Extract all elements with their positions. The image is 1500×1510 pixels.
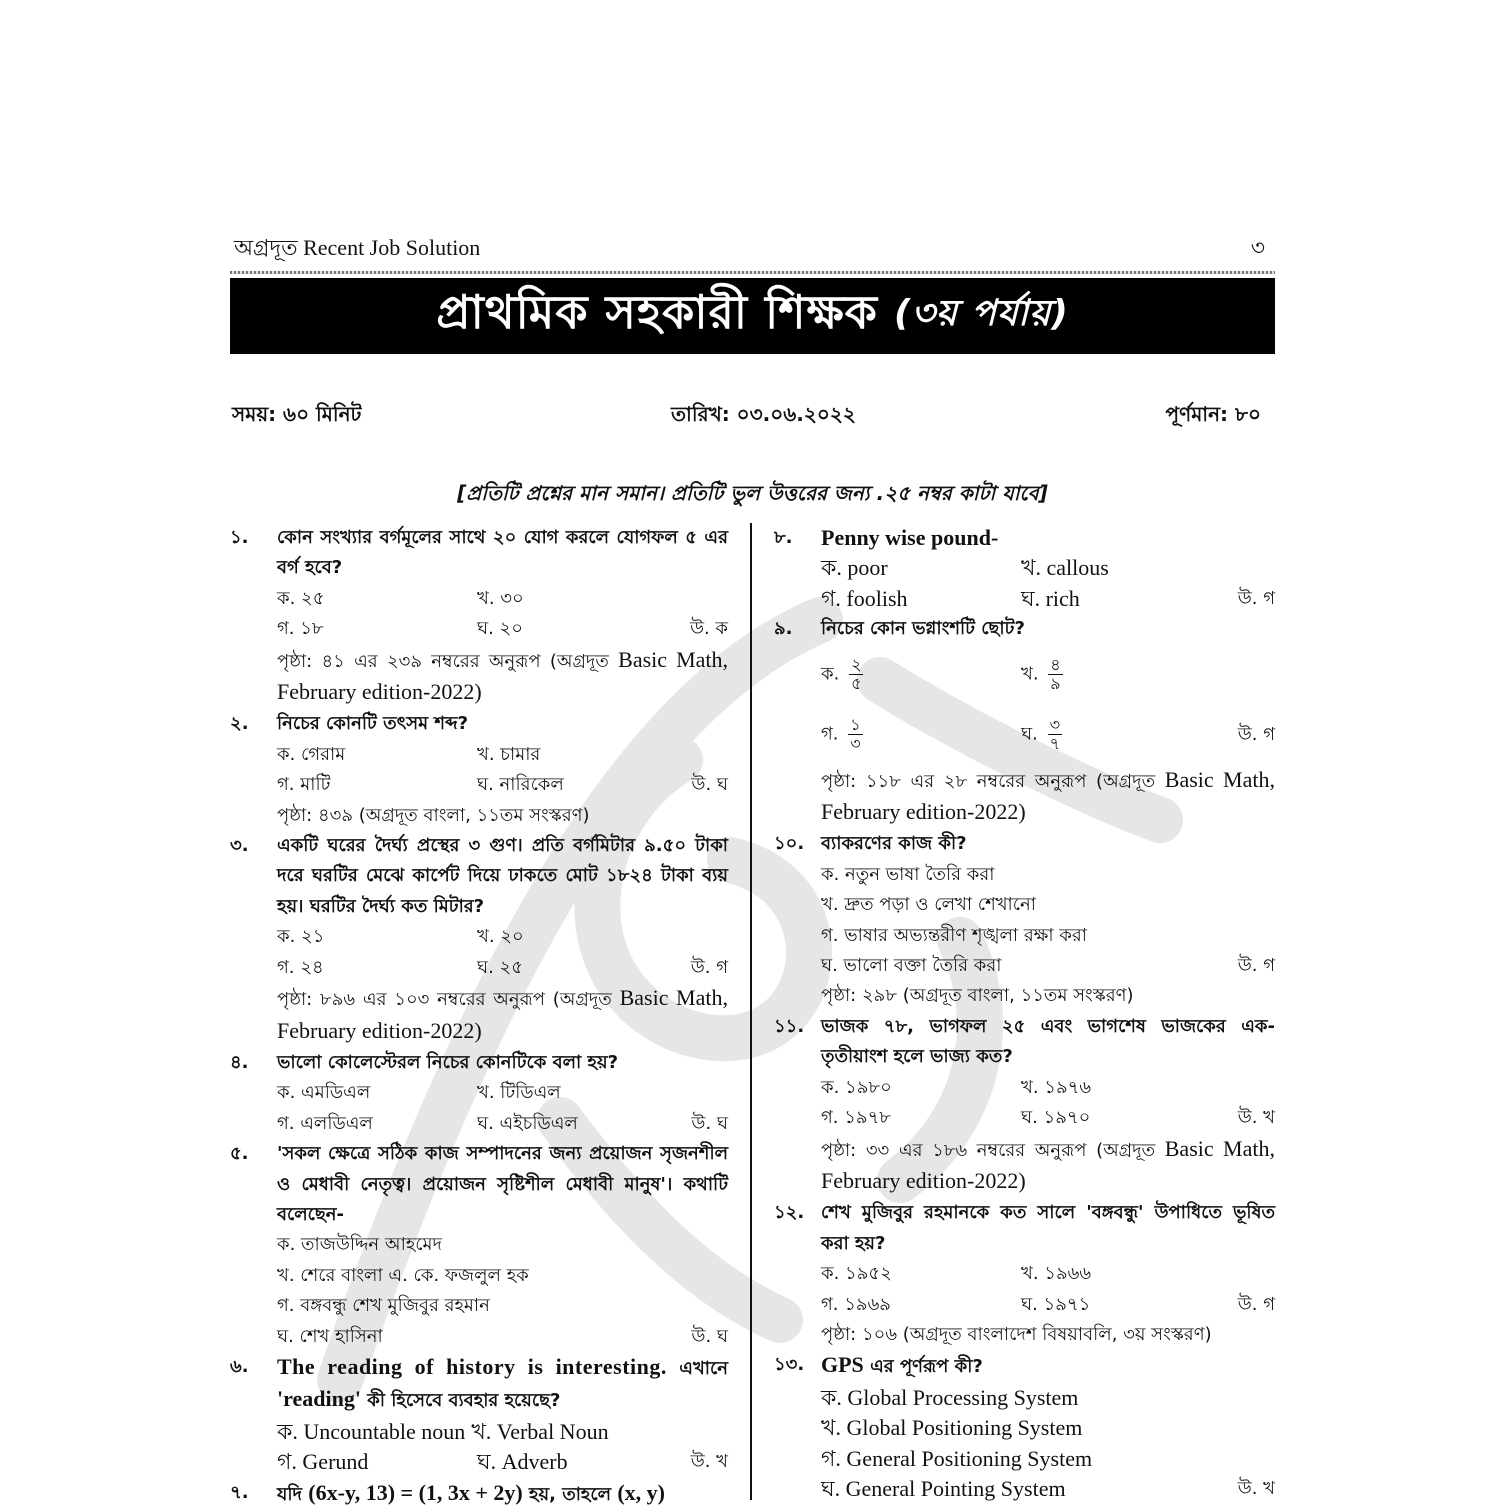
question-2 [230,709,728,831]
reference-bn: পৃষ্ঠা: ১১৮ এর ২৮ নম্বরের অনুরূপ (অগ্রদূত [821,770,1156,792]
numerator: ২ [851,655,862,675]
reference-bn: পৃষ্ঠা: ৪১ এর ২৩৯ নম্বরের অনুরূপ (অগ্রদূত [277,650,609,672]
option-kha: খ. দ্রুত পড়া ও লেখা শেখানো [821,894,1036,916]
question-1 [230,523,728,709]
option-ga: গ. ভাষার অভ্যন্তরীণ শৃঙ্খলা রক্ষা করা [821,924,1088,946]
option-kha: খ. ১৯৬৬ [1021,1263,1092,1285]
answer-key: উ. ঘ [691,1112,729,1134]
fraction [849,656,863,693]
question-number: ৭. [230,1481,249,1503]
denominator: ৭ [1049,734,1060,754]
option-row [277,1417,728,1447]
question-stem [277,1352,728,1417]
question-stem: একটি ঘরের দৈর্ঘ্য প্রস্থের ৩ গুণ। প্রতি বর্গমিটার ৯.৫০ টাকা দরে ঘরটির মেঝে কার্পেট দিয়ে ঢাকতে মোট ১৮২৪ টাকা ব্যয় হয়। ঘরটির দৈর্ঘ্য কত মিটার? [277,835,729,917]
answer-key: উ. খ [1237,1477,1275,1499]
reference-bn: পৃষ্ঠা: ৮৯৬ এর ১০৩ নম্বরের অনুরূপ (অগ্রদূত [277,989,612,1011]
option-row [821,1290,1275,1320]
question-number: ১০. [774,833,805,855]
option-ga: গ. ১৮ [277,618,324,640]
option-row [821,1073,1275,1103]
option-ga: গ. Gerund [277,1449,369,1475]
option-ka: ক. ১৯৮০ [821,1076,892,1098]
option-row [821,1444,1275,1474]
question-12 [774,1198,1275,1350]
page-number: ৩ [1250,235,1265,260]
option-gha: ঘ. ভালো বক্তা তৈরি করা [821,955,1002,977]
answer-key: উ. গ [1237,587,1275,609]
option-gha: ঘ. নারিকেল [477,774,564,796]
option-gha [1021,716,1221,753]
question-number: ৬. [230,1355,249,1377]
option-kha: খ. Global Positioning System [821,1415,1083,1441]
question-4 [230,1048,728,1139]
question-number: ৯. [774,618,793,640]
option-kha: খ. ৩০ [477,587,524,609]
answer-key: উ. ক [689,618,729,640]
reference-note: পৃষ্ঠা: ১০৬ (অগ্রদূত বাংলাদেশ বিষয়াবলি, ৩য় সংস্করণ) [821,1323,1212,1345]
option-ka: ক. ১৯৫২ [821,1263,892,1285]
question-stem: 'সকল ক্ষেত্রে সঠিক কাজ সম্পাদনের জন্য প্রয়োজন সৃজনশীল ও মেধাবী নেতৃত্ব। প্রয়োজন সৃষ্টিশীল মেধাবী মানুষ'। কথাটি বলেছেন- [277,1143,729,1225]
reference-note: পৃষ্ঠা: ২৯৮ (অগ্রদূত বাংলা, ১১তম সংস্করণ) [821,985,1134,1007]
option-ga: গ. ১৯৬৯ [821,1293,891,1315]
stem-bangla: এখানে [679,1357,728,1379]
option-kha: খ. টিডিএল [477,1082,561,1104]
numerator: ৪ [1050,655,1061,675]
right-column [752,523,1275,1500]
question-stem [821,1350,1275,1382]
reference-note [821,1134,1275,1199]
question-11 [774,1012,1275,1198]
answer-key: উ. গ [1237,955,1275,977]
option-row [277,1261,728,1291]
question-5 [230,1139,728,1352]
option-ka: ক. এমডিএল [277,1082,371,1104]
option-ga: গ. foolish [821,585,908,611]
option-row [277,770,728,800]
question-stem: শেখ মুজিবুর রহমানকে কত সালে 'বঙ্গবন্ধু' উপাধিতে ভূষিত করা হয়? [821,1202,1275,1254]
running-title: অগ্রদূত Recent Job Solution [234,235,481,260]
option-gha: ঘ. Adverb [477,1449,568,1475]
option-ka: ক. ২১ [277,926,325,948]
denominator: ৫ [851,674,862,694]
option-row [821,705,1275,765]
option-ga: গ. ২৪ [277,956,324,978]
option-row [821,553,1275,583]
option-ka: ক. poor [821,555,888,581]
question-10 [774,829,1275,1011]
question-3 [230,831,728,1048]
option-row [821,860,1275,890]
exam-instruction: [প্রতিটি প্রশ্নের মান সমান। প্রতিটি ভুল উত্তরের জন্য .২৫ নম্বর কাটা যাবে] [457,481,1048,505]
answer-key: উ. গ [1237,723,1275,745]
question-number: ১২. [774,1202,805,1224]
option-row [821,1103,1275,1133]
option-gha: ঘ. rich [1021,585,1080,611]
denominator: ৯ [1050,674,1061,694]
option-ga: গ. বঙ্গবন্ধু শেখ মুজিবুর রহমান [277,1295,490,1317]
option-ka: ক. Global Processing System [821,1384,1079,1410]
option-row [277,1447,728,1477]
exam-full-marks: পূর্ণমান: ৮০ [1165,402,1261,426]
option-gha: ঘ. ১৯৭১ [1021,1293,1091,1315]
reference-note [277,645,728,710]
fraction [1048,656,1062,693]
question-number: ৫. [230,1143,249,1165]
fraction [1048,716,1062,753]
numerator: ৩ [1049,715,1060,735]
question-stem: ব্যাকরণের কাজ কী? [821,833,967,855]
option-label: ক. [821,663,840,685]
option-gha: ঘ. ২০ [477,618,523,640]
option-kha: খ. callous [1021,555,1109,581]
question-number: ৮. [774,527,793,548]
option-row [821,645,1275,705]
denominator: ৩ [850,734,861,754]
stem-bangla-rest: কী হিসেবে ব্যবহার হয়েছে? [367,1390,561,1412]
option-row [821,1383,1275,1413]
option-ka: ক. তাজউদ্দিন আহমেদ [277,1234,442,1256]
question-number: ১১. [774,1015,805,1037]
option-ka: ক. Uncountable noun [277,1418,466,1444]
option-row [821,584,1275,614]
option-kha: খ. চামার [477,743,541,765]
question-stem: নিচের কোনটি তৎসম শব্দ? [277,713,469,735]
option-ka: ক. ২৫ [277,587,325,609]
option-gha: ঘ. ১৯৭০ [1021,1107,1091,1129]
left-column [230,523,750,1505]
stem-bangla: এর পূর্ণরূপ কী? [870,1356,983,1378]
option-kha: খ. ১৯৭৬ [1021,1076,1092,1098]
reference-note: পৃষ্ঠা: ৪৩৯ (অগ্রদূত বাংলা, ১১তম সংস্করণ) [277,804,590,826]
option-row [277,1291,728,1321]
option-row [821,890,1275,920]
exam-meta [230,400,1275,433]
page-header-area [230,235,1275,512]
reference-en: Basic Math, February edition-2022) [277,646,729,705]
answer-key: উ. খ [1237,1107,1275,1129]
question-stem: Penny wise pound- [821,525,999,550]
stem-bangla: যদি [277,1483,302,1505]
stem-equation: (6x-y, 13) = (1, 3x + 2y) [308,1479,523,1505]
answer-key: উ. খ [690,1451,729,1473]
reference-note [821,765,1275,830]
option-ga [821,716,1021,753]
question-9 [774,614,1275,829]
option-row [821,1259,1275,1289]
option-gha: ঘ. General Pointing System [821,1475,1066,1501]
exam-time: সময়: ৬০ মিনিট [232,402,362,426]
option-row [277,1109,728,1139]
option-row [277,1230,728,1260]
option-row [277,740,728,770]
question-stem: নিচের কোন ভগ্নাংশটি ছোট? [821,618,1025,640]
running-header [230,235,1275,268]
option-ka [821,656,1021,693]
question-number: ২. [230,713,249,735]
question-number: ৪. [230,1051,249,1073]
option-ga: গ. মাটি [277,774,331,796]
option-row [277,922,728,952]
stem-english: The reading of history is interesting. [277,1353,667,1379]
option-kha: খ. Verbal Noun [471,1418,609,1444]
question-columns [230,523,1275,1505]
option-gha: ঘ. ২৫ [477,956,523,978]
option-kha: খ. শেরে বাংলা এ. কে. ফজলুল হক [277,1264,529,1286]
option-row [277,1322,728,1352]
question-6 [230,1352,728,1478]
answer-key: উ. ঘ [691,774,729,796]
question-stem [277,1478,728,1510]
question-stem: কোন সংখ্যার বর্গমূলের সাথে ২০ যোগ করলে যোগফল ৫ এর বর্গ হবে? [277,527,729,579]
option-ga: গ. ১৯৭৮ [821,1107,891,1129]
option-row [277,584,728,614]
reference-en: Basic Math, February edition-2022) [821,1135,1275,1193]
option-gha: ঘ. শেখ হাসিনা [277,1325,383,1347]
option-ga: গ. এলডিএল [277,1112,373,1134]
reference-note [277,983,728,1048]
numerator: ১ [850,715,861,735]
option-ga: গ. General Positioning System [821,1445,1093,1471]
option-ka: ক. গেরাম [277,743,346,765]
question-number: ৩. [230,835,249,857]
option-label: খ. [1021,663,1039,685]
question-stem: ভাজক ৭৮, ভাগফল ২৫ এবং ভাগশেষ ভাজকের এক-তৃতীয়াংশ হলে ভাজ্য কত? [821,1015,1275,1068]
reference-bn: পৃষ্ঠা: ৩৩ এর ১৮৬ নম্বরের অনুরূপ (অগ্রদূত [821,1139,1156,1161]
question-number: ১. [230,527,249,548]
option-kha: খ. ২০ [477,926,524,948]
fraction [848,716,862,753]
question-number: ১৩. [774,1354,805,1376]
dotted-separator [230,271,1275,274]
question-13 [774,1350,1275,1504]
exam-date: তারিখ: ০৩.০৬.২০২২ [671,402,856,426]
option-row [277,614,728,644]
option-label: গ. [821,723,839,745]
option-ka: ক. নতুন ভাষা তৈরি করা [821,863,995,885]
option-row [821,921,1275,951]
stem-bangla: হয়, তাহলে [529,1483,612,1505]
question-7 [230,1478,728,1510]
option-kha [1021,656,1221,693]
exam-title: প্রাথমিক সহকারী শিক্ষক [436,285,878,339]
option-row [277,1078,728,1108]
option-row [277,953,728,983]
question-8 [774,523,1275,614]
stem-english: GPS [821,1352,864,1378]
answer-key: উ. গ [690,956,729,978]
exam-phase: (৩য় পর্যায়) [893,293,1069,334]
exam-title-banner [230,278,1275,354]
reference-en: Basic Math, February edition-2022) [277,985,728,1043]
option-row [821,951,1275,981]
reference-en: Basic Math, February edition-2022) [821,766,1275,825]
stem-quoted-word: 'reading' [277,1386,361,1412]
option-row [821,1413,1275,1443]
answer-key: উ. গ [1237,1293,1275,1315]
stem-equation: (x, y) [617,1479,665,1505]
option-gha: ঘ. এইচডিএল [477,1112,578,1134]
option-label: ঘ. [1021,723,1038,745]
answer-key: উ. ঘ [691,1325,729,1347]
question-stem: ভালো কোলেস্টেরল নিচের কোনটিকে বলা হয়? [277,1051,619,1073]
